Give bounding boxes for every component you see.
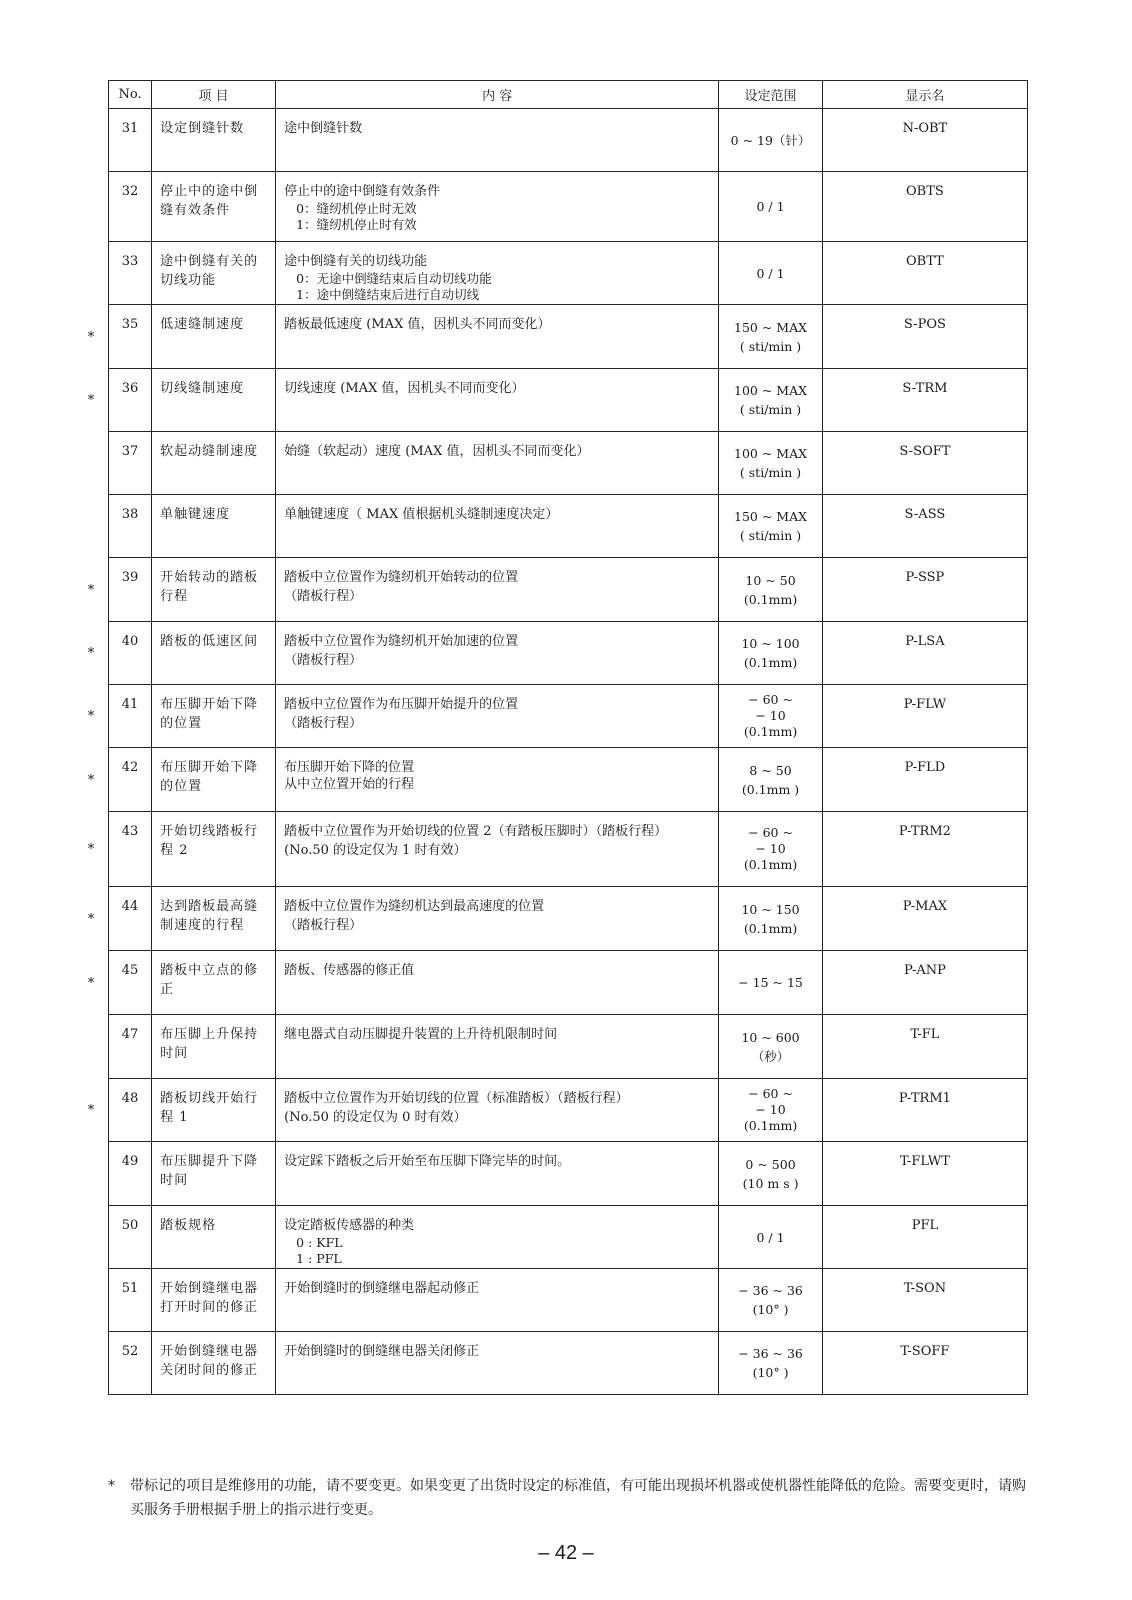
cell-content: [276, 951, 719, 1015]
cell-item: 踏板切线开始行程 1: [152, 1079, 276, 1142]
range-line: − 36 ~ 36: [738, 1283, 803, 1298]
content-line: (No.50 的设定仅为 1 时有效）: [284, 843, 467, 858]
cell-content: [276, 242, 719, 305]
table-row: [109, 1206, 1028, 1269]
cell-no: 31: [109, 109, 152, 172]
cell-content: [276, 558, 719, 622]
cell-item: 踏板中立点的修正: [152, 951, 276, 1015]
cell-item: 布压脚开始下降的位置: [152, 685, 276, 748]
cell-content: [276, 685, 719, 748]
cell-no: 45: [109, 951, 152, 1015]
content-line: 单触键速度（ MAX 值根据机头缝制速度决定）: [284, 507, 559, 522]
table-row: [109, 172, 1028, 242]
cell-display-name: N-OBT: [822, 109, 1027, 172]
range-line: − 10: [755, 708, 786, 723]
content-line: 途中倒缝针数: [284, 121, 363, 136]
range-line: 100 ~ MAX: [734, 383, 808, 398]
service-star-mark: *: [87, 911, 95, 927]
content-line: 0 : KFL: [296, 1235, 343, 1250]
cell-content: [276, 1142, 719, 1206]
cell-range: [719, 305, 823, 369]
cell-content: [276, 1015, 719, 1079]
cell-item: 设定倒缝针数: [152, 109, 276, 172]
cell-item: 软起动缝制速度: [152, 432, 276, 495]
table-row: [109, 748, 1028, 812]
cell-display-name: S-TRM: [822, 369, 1027, 432]
content-line: 1 : PFL: [296, 1251, 342, 1266]
content-line: 踏板中立位置作为布压脚开始提升的位置: [284, 697, 519, 712]
content-line: 踏板中立位置作为开始切线的位置（标准踏板）（踏板行程）: [284, 1091, 629, 1106]
cell-display-name: P-TRM2: [822, 812, 1027, 887]
range-line: (10 m s ): [742, 1175, 799, 1191]
content-line: 途中倒缝有关的切线功能: [284, 254, 428, 269]
range-line: 150 ~ MAX: [734, 319, 808, 335]
content-line: 踏板中立位置作为缝纫机达到最高速度的位置: [284, 899, 545, 914]
content-line: （踏板行程）: [284, 653, 363, 668]
table-row: [109, 812, 1028, 887]
range-line: (0.1mm): [743, 591, 798, 607]
cell-content: [276, 1332, 719, 1395]
range-line: 8 ~ 50: [749, 762, 792, 778]
table-row: [109, 558, 1028, 622]
cell-content: [276, 887, 719, 951]
table-row: [109, 1079, 1028, 1142]
cell-content: [276, 495, 719, 558]
range-line: − 60 ~: [748, 1086, 793, 1101]
cell-range: [719, 812, 823, 887]
table-row: [109, 1015, 1028, 1079]
cell-range: [719, 1332, 823, 1395]
cell-no: 44: [109, 887, 152, 951]
cell-display-name: P-FLW: [822, 685, 1027, 748]
range-line: (10° ): [752, 1365, 789, 1380]
cell-no: 43: [109, 812, 152, 887]
table-row: [109, 369, 1028, 432]
content-line: （踏板行程）: [284, 918, 363, 933]
cell-range: [719, 1015, 823, 1079]
range-line: − 60 ~: [748, 825, 793, 840]
table-row: [109, 887, 1028, 951]
cell-no: 38: [109, 495, 152, 558]
cell-display-name: S-POS: [822, 305, 1027, 369]
cell-item: 踏板规格: [152, 1206, 276, 1269]
cell-item: 开始倒缝继电器关闭时间的修正: [152, 1332, 276, 1395]
cell-no: 42: [109, 748, 152, 812]
cell-no: 36: [109, 369, 152, 432]
cell-range: [719, 369, 823, 432]
header-item: 项 目: [152, 81, 276, 109]
service-star-mark: *: [87, 646, 95, 661]
cell-display-name: P-MAX: [822, 887, 1027, 951]
cell-item: 开始转动的踏板行程: [152, 558, 276, 622]
cell-range: [719, 432, 823, 495]
content-line: 踏板、传感器的修正值: [284, 963, 415, 978]
service-star-mark: *: [87, 582, 95, 598]
cell-display-name: T-FL: [822, 1015, 1027, 1079]
range-line: ( sti/min ): [739, 338, 802, 354]
page-number: – 42 –: [538, 1542, 594, 1564]
cell-item: 布压脚开始下降的位置: [152, 748, 276, 812]
cell-item: 单触键速度: [152, 495, 276, 558]
range-line: 150 ~ MAX: [734, 509, 808, 524]
cell-item: 停止中的途中倒缝有效条件: [152, 172, 276, 242]
content-line: 切线速度 (MAX 值，因机头不同而变化）: [284, 381, 525, 396]
cell-no: 40: [109, 622, 152, 685]
cell-display-name: OBTT: [822, 242, 1027, 305]
range-line: ( sti/min ): [739, 528, 802, 543]
cell-no: 48: [109, 1079, 152, 1142]
cell-display-name: P-FLD: [822, 748, 1027, 812]
range-line: （秒）: [751, 1048, 790, 1064]
service-star-mark: *: [87, 772, 95, 788]
cell-range: [719, 748, 823, 812]
range-line: 10 ~ 600: [741, 1029, 800, 1045]
table-row: [109, 1269, 1028, 1332]
cell-range: [719, 951, 823, 1015]
cell-range: [719, 1079, 823, 1142]
cell-no: 32: [109, 172, 152, 242]
parameter-table: [108, 80, 1028, 1395]
header-content: 内 容: [276, 81, 719, 109]
cell-display-name: T-SOFF: [822, 1332, 1027, 1395]
cell-content: [276, 748, 719, 812]
service-star-mark: *: [87, 842, 95, 857]
range-line: (0.1mm): [743, 920, 798, 936]
range-line: − 36 ~ 36: [738, 1346, 803, 1361]
service-star-mark: *: [87, 975, 95, 991]
cell-display-name: P-ANP: [822, 951, 1027, 1015]
content-line: 踏板中立位置作为缝纫机开始转动的位置: [284, 570, 519, 585]
range-line: (0.1mm ): [741, 781, 800, 797]
cell-display-name: P-SSP: [822, 558, 1027, 622]
range-line: 0 / 1: [756, 265, 785, 281]
content-line: 踏板中立位置作为缝纫机开始加速的位置: [284, 634, 519, 649]
content-line: 开始倒缝时的倒缝继电器起动修正: [284, 1281, 480, 1296]
range-line: ( sti/min ): [739, 402, 802, 417]
table-row: [109, 951, 1028, 1015]
service-star-mark: *: [87, 393, 95, 408]
range-line: (0.1mm): [743, 655, 798, 670]
cell-no: 49: [109, 1142, 152, 1206]
content-line: 踏板中立位置作为开始切线的位置 2（有踏板压脚时）（踏板行程）: [284, 824, 668, 839]
range-line: 0 ~ 19（针）: [730, 132, 811, 148]
table-row: [109, 305, 1028, 369]
range-line: − 10: [755, 841, 786, 856]
cell-content: [276, 622, 719, 685]
range-line: 0 / 1: [756, 1229, 785, 1245]
cell-no: 52: [109, 1332, 152, 1395]
table-row: [109, 432, 1028, 495]
cell-display-name: PFL: [822, 1206, 1027, 1269]
range-line: − 10: [755, 1102, 786, 1117]
cell-item: 开始倒缝继电器打开时间的修正: [152, 1269, 276, 1332]
content-line: 设定踩下踏板之后开始至布压脚下降完毕的时间。: [284, 1154, 571, 1169]
table-header-row: [109, 81, 1028, 109]
cell-no: 41: [109, 685, 152, 748]
cell-display-name: T-FLWT: [822, 1142, 1027, 1206]
cell-display-name: P-LSA: [822, 622, 1027, 685]
cell-content: [276, 1206, 719, 1269]
cell-content: [276, 305, 719, 369]
range-line: (0.1mm): [743, 857, 798, 872]
table-row: [109, 495, 1028, 558]
header-no: No.: [109, 81, 152, 109]
cell-no: 39: [109, 558, 152, 622]
content-line: 踏板最低速度 (MAX 值，因机头不同而变化）: [284, 317, 551, 332]
cell-display-name: OBTS: [822, 172, 1027, 242]
cell-display-name: S-ASS: [822, 495, 1027, 558]
table-row: [109, 1142, 1028, 1206]
footnote-mark: *: [108, 1478, 115, 1494]
content-line: (No.50 的设定仅为 0 时有效）: [284, 1110, 467, 1125]
cell-range: [719, 685, 823, 748]
cell-range: [719, 242, 823, 305]
cell-range: [719, 172, 823, 242]
range-line: 100 ~ MAX: [734, 446, 808, 461]
cell-content: [276, 172, 719, 242]
cell-display-name: T-SON: [822, 1269, 1027, 1332]
cell-item: 布压脚提升下降时间: [152, 1142, 276, 1206]
service-star-mark: *: [87, 709, 95, 724]
content-line: 1：缝纫机停止时有效: [296, 217, 417, 232]
table-row: [109, 242, 1028, 305]
content-line: 始缝（软起动）速度 (MAX 值，因机头不同而变化）: [284, 444, 590, 459]
range-line: 0 / 1: [756, 199, 785, 214]
table-row: [109, 622, 1028, 685]
range-line: − 15 ~ 15: [738, 975, 803, 990]
cell-no: 35: [109, 305, 152, 369]
content-line: （踏板行程）: [284, 589, 363, 604]
header-display: 显示名: [822, 81, 1027, 109]
range-line: (10° ): [752, 1302, 789, 1317]
service-star-mark: *: [87, 329, 95, 345]
range-line: 10 ~ 50: [745, 572, 796, 588]
cell-no: 47: [109, 1015, 152, 1079]
cell-range: [719, 495, 823, 558]
cell-item: 布压脚上升保持时间: [152, 1015, 276, 1079]
range-line: ( sti/min ): [739, 465, 802, 480]
service-star-mark: *: [87, 1103, 95, 1118]
range-line: 0 ~ 500: [745, 1156, 796, 1172]
range-line: (0.1mm): [743, 724, 798, 739]
range-line: (0.1mm): [743, 1118, 798, 1133]
footnote: [108, 1474, 1038, 1522]
table-row: [109, 685, 1028, 748]
cell-item: 切线缝制速度: [152, 369, 276, 432]
content-line: 停止中的途中倒缝有效条件: [284, 184, 441, 199]
cell-content: [276, 812, 719, 887]
table-row: [109, 1332, 1028, 1395]
header-range: 设定范围: [719, 81, 823, 109]
cell-content: [276, 1079, 719, 1142]
cell-range: [719, 1206, 823, 1269]
content-line: （踏板行程）: [284, 716, 363, 731]
cell-range: [719, 558, 823, 622]
cell-content: [276, 432, 719, 495]
cell-item: 达到踏板最高缝制速度的行程: [152, 887, 276, 951]
footnote-text: 带标记的项目是维修用的功能，请不要变更。如果变更了出货时设定的标准值，有可能出现损坏机器或使机器性能降低的危险。需要变更时，请购买服务手册根据手册上的指示进行变更。: [130, 1478, 1026, 1518]
cell-range: [719, 887, 823, 951]
cell-range: [719, 1142, 823, 1206]
content-line: 设定踏板传感器的种类: [284, 1218, 415, 1233]
cell-no: 51: [109, 1269, 152, 1332]
table-row: [109, 109, 1028, 172]
content-line: 0：无途中倒缝结束后自动切线功能: [296, 271, 492, 286]
content-line: 0：缝纫机停止时无效: [296, 201, 417, 216]
range-line: 10 ~ 150: [741, 901, 800, 917]
content-line: 继电器式自动压脚提升装置的上升待机限制时间: [284, 1027, 558, 1042]
cell-range: [719, 109, 823, 172]
cell-no: 50: [109, 1206, 152, 1269]
cell-item: 开始切线踏板行程 2: [152, 812, 276, 887]
cell-content: [276, 1269, 719, 1332]
range-line: 10 ~ 100: [741, 636, 800, 651]
cell-content: [276, 369, 719, 432]
cell-no: 37: [109, 432, 152, 495]
cell-display-name: S-SOFT: [822, 432, 1027, 495]
cell-item: 踏板的低速区间: [152, 622, 276, 685]
cell-no: 33: [109, 242, 152, 305]
cell-range: [719, 622, 823, 685]
cell-range: [719, 1269, 823, 1332]
range-line: − 60 ~: [748, 692, 793, 707]
cell-item: 途中倒缝有关的切线功能: [152, 242, 276, 305]
content-line: 开始倒缝时的倒缝继电器关闭修正: [284, 1344, 480, 1359]
content-line: 布压脚开始下降的位置: [284, 760, 415, 775]
content-line: 1：途中倒缝结束后进行自动切线: [296, 287, 480, 302]
cell-display-name: P-TRM1: [822, 1079, 1027, 1142]
content-line: 从中立位置开始的行程: [284, 777, 415, 792]
cell-content: [276, 109, 719, 172]
cell-item: 低速缝制速度: [152, 305, 276, 369]
